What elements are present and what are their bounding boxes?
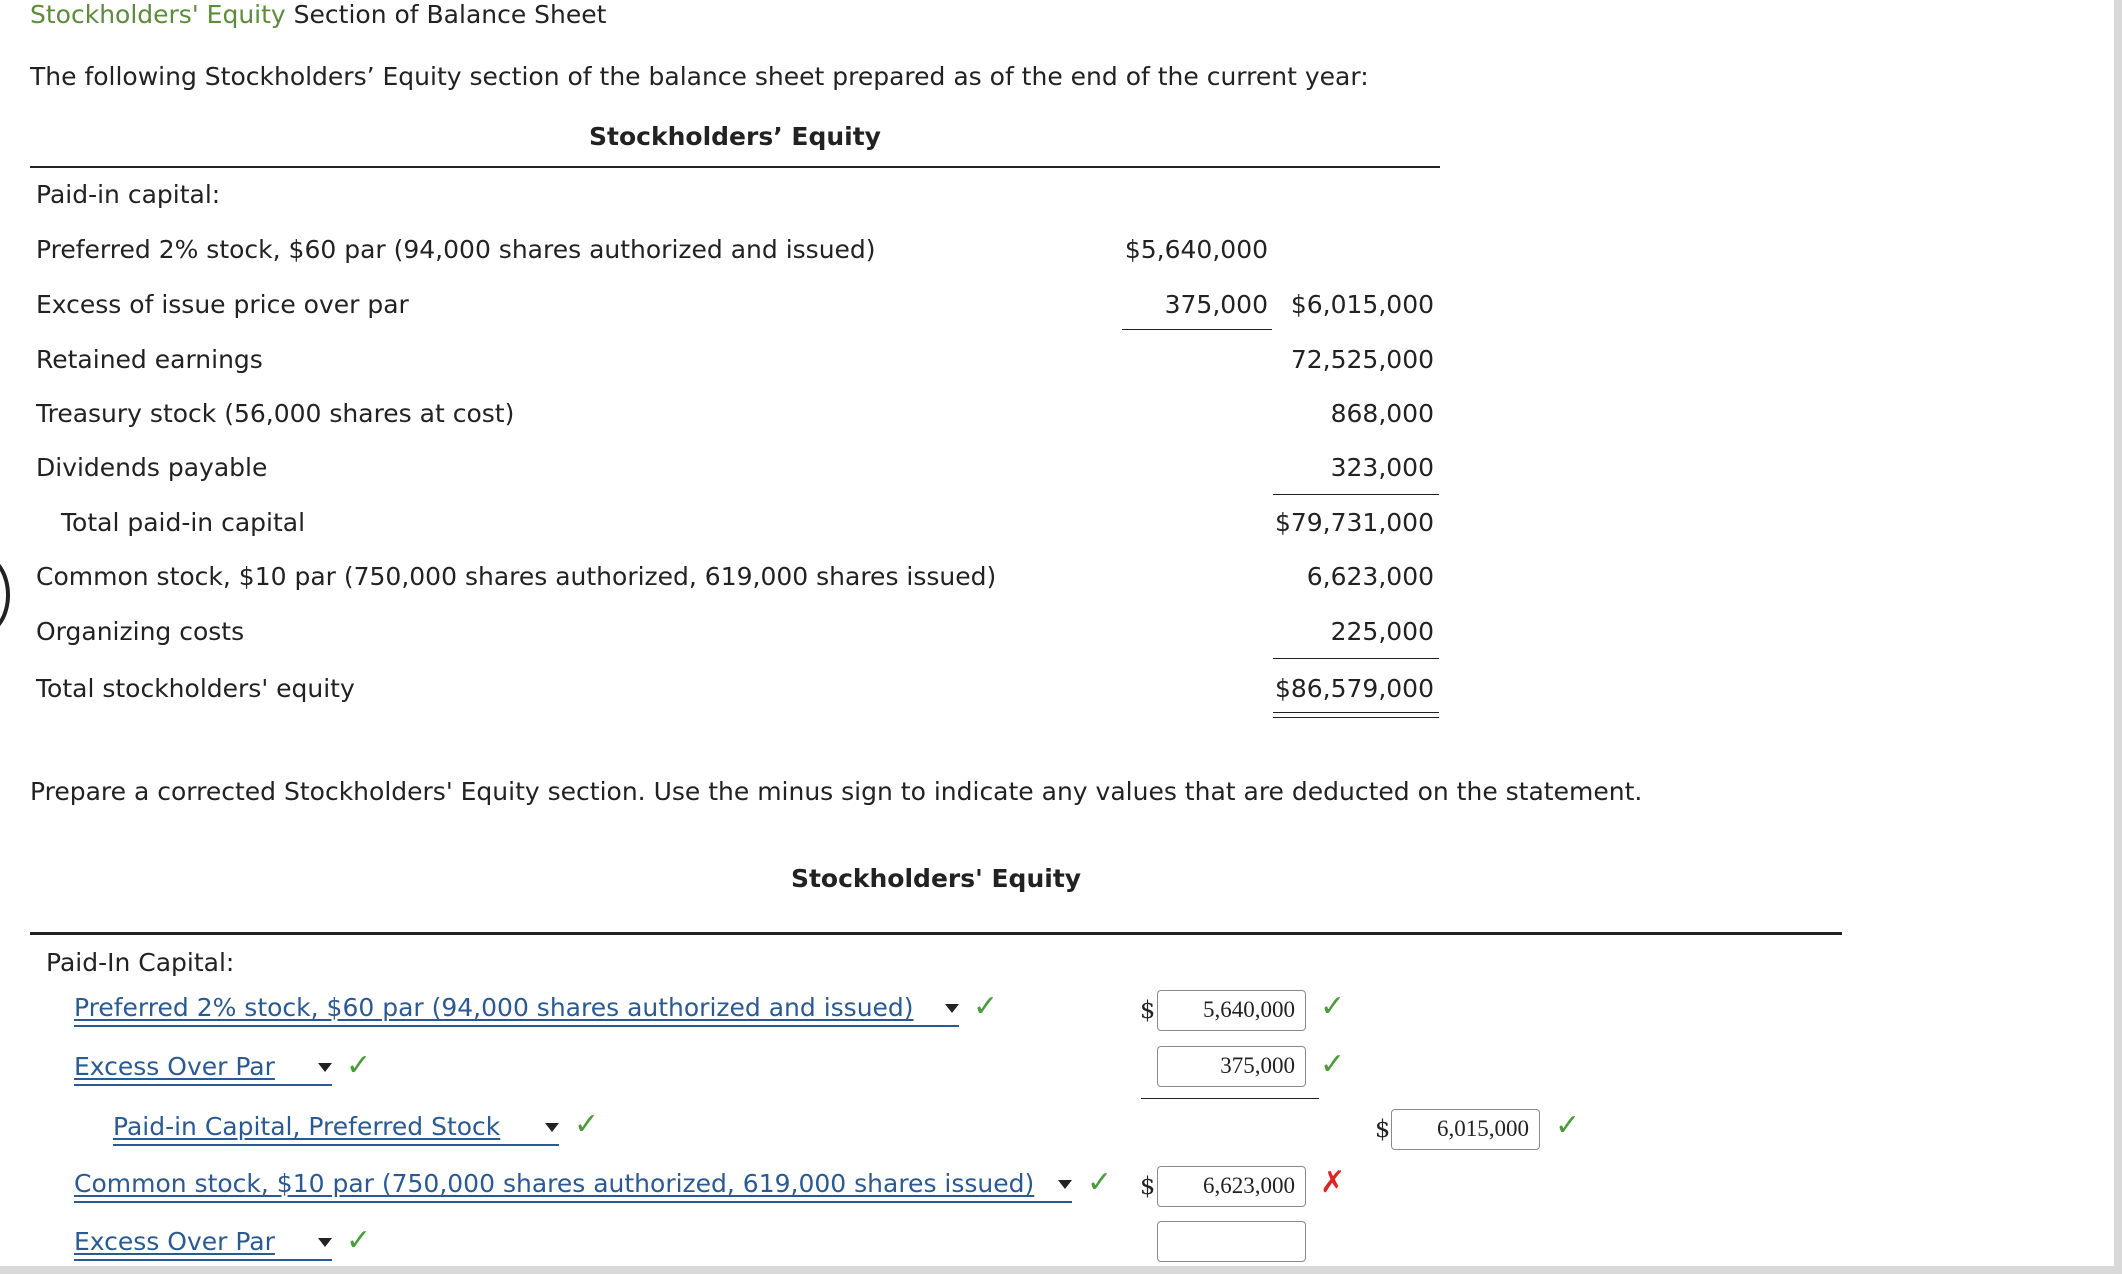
account-select-preferred-stock[interactable] bbox=[74, 993, 959, 1027]
row-excess-total: $6,015,000 bbox=[1290, 290, 1434, 319]
row-total-equity-amount: $86,579,000 bbox=[1274, 674, 1434, 703]
chevron-down-icon bbox=[318, 1063, 332, 1072]
row-dividends-label: Dividends payable bbox=[36, 453, 268, 482]
row-common-stock-amount: 6,623,000 bbox=[1306, 562, 1434, 591]
subtotal-rule bbox=[1122, 329, 1272, 330]
account-select-excess-over-par-common[interactable] bbox=[74, 1227, 332, 1261]
account-select-paid-in-capital-preferred-value: Paid-in Capital, Preferred Stock bbox=[113, 1112, 501, 1141]
edge-circle-decoration bbox=[0, 555, 10, 635]
row-common-stock-label: Common stock, $10 par (750,000 shares authorized, 619,000 shares issued) bbox=[36, 562, 997, 591]
answer-heading-rule bbox=[30, 932, 1842, 935]
dollar-sign: $ bbox=[1140, 996, 1156, 1024]
row-retained-earnings-label: Retained earnings bbox=[36, 345, 263, 374]
row-retained-earnings-amount: 72,525,000 bbox=[1290, 345, 1434, 374]
amount-input-preferred-stock[interactable]: 5,640,000 bbox=[1157, 990, 1306, 1031]
row-treasury-label: Treasury stock (56,000 shares at cost) bbox=[36, 399, 515, 428]
answer-heading: Stockholders' Equity bbox=[790, 864, 1082, 893]
row-total-equity-label: Total stockholders' equity bbox=[36, 674, 355, 703]
check-icon: ✓ bbox=[346, 1048, 372, 1083]
double-rule-top bbox=[1273, 712, 1439, 713]
amount-input-excess-over-par[interactable]: 375,000 bbox=[1157, 1046, 1306, 1087]
row-treasury-amount: 868,000 bbox=[1330, 399, 1434, 428]
row-preferred-stock-label: Preferred 2% stock, $60 par (94,000 shares authorized and issued) bbox=[36, 235, 876, 264]
title-rest: Section of Balance Sheet bbox=[285, 0, 607, 29]
check-icon: ✓ bbox=[1555, 1108, 1581, 1143]
amount-input-excess-over-par-common[interactable] bbox=[1157, 1221, 1306, 1262]
account-select-excess-over-par-common-value: Excess Over Par bbox=[74, 1227, 275, 1256]
row-preferred-stock-amount: $5,640,000 bbox=[1124, 235, 1268, 264]
double-rule-bottom bbox=[1273, 717, 1439, 718]
title-accent: Stockholders' Equity bbox=[30, 0, 286, 29]
vertical-scrollbar[interactable] bbox=[2114, 0, 2122, 1274]
check-icon: ✓ bbox=[973, 989, 999, 1024]
intro-text: The following Stockholders’ Equity section of the balance sheet prepared as of the end of the current year: bbox=[30, 62, 1369, 91]
amount-input-common-stock[interactable]: 6,623,000 bbox=[1157, 1166, 1306, 1207]
horizontal-scrollbar[interactable] bbox=[0, 1266, 2122, 1274]
subtotal-input-rule bbox=[1141, 1098, 1319, 1099]
statement-heading-rule bbox=[30, 166, 1440, 168]
check-icon: ✓ bbox=[1087, 1165, 1113, 1200]
row-total-paid-in-label: Total paid-in capital bbox=[61, 508, 306, 537]
account-select-excess-over-par[interactable] bbox=[74, 1052, 332, 1086]
cross-icon: ✗ bbox=[1320, 1165, 1346, 1200]
check-icon: ✓ bbox=[574, 1107, 600, 1142]
row-organizing-costs-amount: 225,000 bbox=[1330, 617, 1434, 646]
row-paid-in-capital-label: Paid-in capital: bbox=[36, 180, 221, 209]
account-select-preferred-stock-value: Preferred 2% stock, $60 par (94,000 shares authorized and issued) bbox=[74, 993, 914, 1022]
row-organizing-costs-label: Organizing costs bbox=[36, 617, 245, 646]
account-select-paid-in-capital-preferred[interactable] bbox=[113, 1112, 559, 1146]
check-icon: ✓ bbox=[346, 1223, 372, 1258]
grand-total-rule bbox=[1273, 658, 1439, 659]
check-icon: ✓ bbox=[1320, 989, 1346, 1024]
row-dividends-amount: 323,000 bbox=[1330, 453, 1434, 482]
dollar-sign: $ bbox=[1140, 1172, 1156, 1200]
page-title bbox=[30, 0, 606, 29]
chevron-down-icon bbox=[545, 1123, 559, 1132]
total-paid-in-rule bbox=[1273, 494, 1439, 495]
check-icon: ✓ bbox=[1320, 1047, 1346, 1082]
chevron-down-icon bbox=[1058, 1180, 1072, 1189]
paid-in-capital-section-label: Paid-In Capital: bbox=[46, 948, 235, 977]
chevron-down-icon bbox=[318, 1238, 332, 1247]
chevron-down-icon bbox=[945, 1004, 959, 1013]
account-select-excess-over-par-value: Excess Over Par bbox=[74, 1052, 275, 1081]
instructions-text: Prepare a corrected Stockholders' Equity section. Use the minus sign to indicate any values that are deducted on the statement. bbox=[30, 777, 1643, 806]
total-input-paid-in-capital-preferred[interactable]: 6,015,000 bbox=[1391, 1109, 1540, 1150]
dollar-sign: $ bbox=[1375, 1115, 1391, 1143]
row-excess-amount: 375,000 bbox=[1164, 290, 1268, 319]
statement-heading: Stockholders’ Equity bbox=[589, 122, 881, 151]
account-select-common-stock[interactable] bbox=[74, 1169, 1072, 1203]
account-select-common-stock-value: Common stock, $10 par (750,000 shares authorized, 619,000 shares issued) bbox=[74, 1169, 1035, 1198]
row-excess-label: Excess of issue price over par bbox=[36, 290, 409, 319]
row-total-paid-in-amount: $79,731,000 bbox=[1274, 508, 1434, 537]
